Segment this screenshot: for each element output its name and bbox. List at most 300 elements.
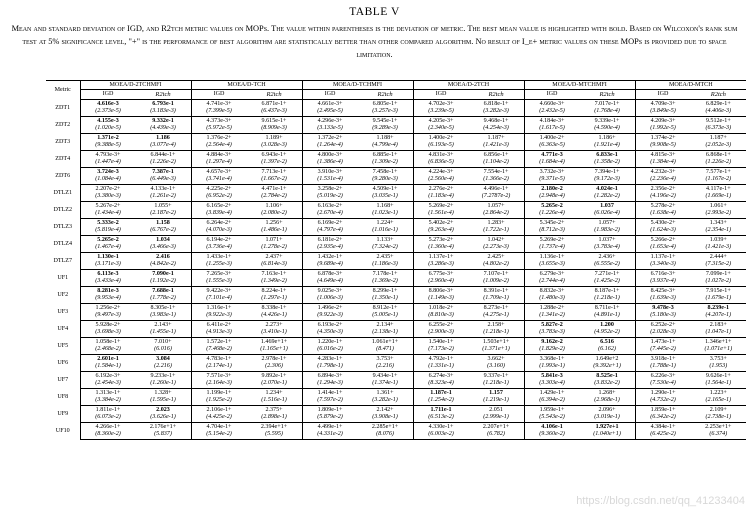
mean-cell: 1.283+ xyxy=(469,219,525,228)
mean-cell: 7.163e-1+ xyxy=(247,270,303,279)
std-cell: (2.236e-4) xyxy=(635,176,691,185)
std-cell: (2.948e-4) xyxy=(524,193,580,202)
mean-cell: 4.616e-3 xyxy=(97,101,119,107)
mean-cell: 4.800e-3+ xyxy=(317,152,343,158)
mean-cell: 8.806e-3+ xyxy=(428,288,454,294)
std-cell: (1.309e-2) xyxy=(358,159,414,168)
std-cell: (3.741e-4) xyxy=(191,176,247,185)
std-cell: (6.437e-3) xyxy=(247,108,303,117)
table-row-mean xyxy=(46,117,746,126)
mean-cell: 7.387e-1 xyxy=(136,168,192,177)
results-table-container xyxy=(46,80,746,440)
std-cell: (1.218e-1) xyxy=(580,295,636,304)
table-row-mean xyxy=(46,168,746,177)
mean-cell: 2.425+ xyxy=(469,253,525,262)
table-row-std xyxy=(46,414,746,423)
mean-cell: 2.051 xyxy=(469,406,525,415)
mean-cell: 4.657e-3+ xyxy=(206,169,232,175)
std-cell: (3.832e-2) xyxy=(580,380,636,389)
mean-cell: 6.279e-3+ xyxy=(539,271,565,277)
std-cell: (7.445e-2) xyxy=(635,346,691,355)
std-cell: (9.497e-3) xyxy=(80,312,136,321)
std-cell: (3.257e-3) xyxy=(358,108,414,117)
mean-cell: 1.473e-1+ xyxy=(650,339,676,345)
mean-cell: 1.496e-2+ xyxy=(317,305,343,311)
mean-cell: 1.469e+1+ xyxy=(247,338,303,347)
std-cell: (1.016e-1) xyxy=(358,227,414,236)
std-cell: (2.216) xyxy=(358,363,414,372)
std-cell: (1.374e-1) xyxy=(358,380,414,389)
std-cell: (2.864e-2) xyxy=(469,210,525,219)
mean-cell: 4.499e-1+ xyxy=(317,424,343,430)
mean-cell: 8.239e-1 xyxy=(707,305,730,311)
mean-cell: 4.373e-3+ xyxy=(206,118,232,124)
std-cell: (2.432e-5) xyxy=(524,108,580,117)
algorithm-header: MOEA/D-MTCHMFI xyxy=(524,81,635,90)
table-row-std xyxy=(46,329,746,338)
mean-cell: 1.042+ xyxy=(469,236,525,245)
std-cell: (7.2787e-2) xyxy=(469,193,525,202)
std-cell: (2.898e-1) xyxy=(247,414,303,423)
mean-cell: 4.106e-1 xyxy=(541,424,563,430)
mean-cell: 5.345e-2+ xyxy=(539,220,565,226)
std-cell: (5.019e-2) xyxy=(302,193,358,202)
problem-name: ZDT2 xyxy=(46,117,80,134)
std-cell: (1.638e-4) xyxy=(635,210,691,219)
std-cell: (2.354e-1) xyxy=(691,227,747,236)
mean-cell: 1.220e-1+ xyxy=(317,339,343,345)
mean-cell: 5.269e-2+ xyxy=(539,237,565,243)
std-cell: (1.829e-2) xyxy=(524,346,580,355)
table-row-mean xyxy=(46,219,746,228)
std-cell: (1.778e-2) xyxy=(136,295,192,304)
std-cell: (2.373e-5) xyxy=(80,108,136,117)
std-cell: (1.709e-1) xyxy=(469,295,525,304)
mean-cell: 1.187+ xyxy=(709,135,727,141)
std-cell: (2.070e-1) xyxy=(247,380,303,389)
std-cell: (4.802e-2) xyxy=(469,261,525,270)
mean-cell: 2.285e+1+ xyxy=(358,423,414,432)
std-cell: (8.810e-3) xyxy=(413,312,469,321)
mean-cell: 4.704e-1+ xyxy=(206,424,232,430)
std-cell: (2.174e-1) xyxy=(191,363,247,372)
table-row-std xyxy=(46,244,746,253)
mean-cell: 1.433e-1+ xyxy=(206,254,232,260)
std-cell: (1.384e-4) xyxy=(635,159,691,168)
std-cell: (4.425e-2) xyxy=(191,414,247,423)
std-cell: (8.076) xyxy=(358,431,414,440)
std-cell: (6.449e-3) xyxy=(136,176,192,185)
mean-cell: 8.187e-1+ xyxy=(580,287,636,296)
std-cell: (4.426e-1) xyxy=(247,312,303,321)
std-cell: (2.028e-3) xyxy=(635,329,691,338)
r2tch-subheader: R2tch xyxy=(469,90,525,100)
mean-cell: 7.394e-1+ xyxy=(580,168,636,177)
mean-cell: 7.265e-3+ xyxy=(206,271,232,277)
mean-cell: 1.316e-1+ xyxy=(206,305,232,311)
mean-cell: 1.959e-1+ xyxy=(539,407,565,413)
algorithm-header: MOEA/D-2TCH xyxy=(413,81,524,90)
std-cell: (1.679e-1) xyxy=(691,295,747,304)
watermark: https://blog.csdn.net/qq_41233404 xyxy=(576,495,745,507)
mean-cell: 6.943e-1+ xyxy=(247,151,303,160)
std-cell: (2.968e-1) xyxy=(580,397,636,406)
std-cell: (1.584e-1) xyxy=(80,363,136,372)
std-cell: (2.165e-1) xyxy=(691,397,747,406)
mean-cell: 1.328+ xyxy=(136,389,192,398)
std-cell: (1.798e-1) xyxy=(302,363,358,372)
std-cell: (1.023e-1) xyxy=(358,210,414,219)
mean-cell: 2.356e-2+ xyxy=(650,186,676,192)
mean-cell: 4.661e-3+ xyxy=(317,101,343,107)
std-cell: (4.590e-4) xyxy=(580,125,636,134)
std-cell: (2.993e-2) xyxy=(691,210,747,219)
mean-cell: 1.157 xyxy=(469,389,525,398)
mean-cell: 1.256+ xyxy=(247,219,303,228)
std-cell: (5.595) xyxy=(247,431,303,440)
std-cell: (5.879e-2) xyxy=(302,414,358,423)
std-cell: (6.016e-2) xyxy=(302,346,358,355)
mean-cell: 4.815e-3+ xyxy=(650,152,676,158)
mean-cell: 6.871e-1+ xyxy=(247,100,303,109)
mean-cell: 1.711e-1 xyxy=(430,407,452,413)
table-row-std xyxy=(46,176,746,185)
std-cell: (9.689e-4) xyxy=(302,261,358,270)
mean-cell: 8.299e-1+ xyxy=(358,287,414,296)
problem-name: ZDT1 xyxy=(46,100,80,117)
std-cell: (8.712e-3) xyxy=(524,227,580,236)
mean-cell: 1.158 xyxy=(136,219,192,228)
std-cell: (1.369e-2) xyxy=(358,278,414,287)
std-cell: (1.261e-2) xyxy=(136,193,192,202)
mean-cell: 1.372e-2+ xyxy=(317,135,343,141)
igd-subheader: IGD xyxy=(302,90,358,100)
std-cell: (1.992e-5) xyxy=(635,125,691,134)
mean-cell: 9.626e-1+ xyxy=(705,373,731,379)
mean-cell: 5.827e-2 xyxy=(541,322,563,328)
mean-cell: 8.832e-3+ xyxy=(539,288,565,294)
std-cell: (3.698e-3) xyxy=(80,329,136,338)
mean-cell: 2.416 xyxy=(136,253,192,262)
std-cell: (4.913e-3) xyxy=(191,329,247,338)
problem-name: UF5 xyxy=(46,338,80,355)
std-cell: (9.953e-4) xyxy=(80,295,136,304)
std-cell: (3.028e-3) xyxy=(247,142,303,151)
std-cell: (3.239e-5) xyxy=(413,108,469,117)
mean-cell: 6.716e-3+ xyxy=(650,271,676,277)
mean-cell: 6.274e-3+ xyxy=(428,373,454,379)
table-body xyxy=(46,100,746,440)
mean-cell: 6.894e-3+ xyxy=(317,373,343,379)
std-cell: (1.084e-4) xyxy=(80,176,136,185)
mean-cell: 5.402e-2+ xyxy=(428,220,454,226)
std-cell: (3.077e-4) xyxy=(136,142,192,151)
mean-cell: 9.545e-1+ xyxy=(358,117,414,126)
std-cell: (6.193e-5) xyxy=(413,142,469,151)
std-cell: (3.655e-3) xyxy=(524,261,580,270)
mean-cell: 7.713e-1+ xyxy=(247,168,303,177)
std-cell: (1.788e-1) xyxy=(635,363,691,372)
std-cell: (5.837) xyxy=(136,431,192,440)
std-cell: (1.516e-1) xyxy=(247,397,303,406)
std-cell: (2.744e-4) xyxy=(524,278,580,287)
table-head xyxy=(46,81,746,100)
table-row-mean xyxy=(46,304,746,313)
mean-cell: 5.333e-2 xyxy=(97,220,119,226)
std-cell: (2.960e-4) xyxy=(413,278,469,287)
std-cell: (7.315e-2) xyxy=(691,261,747,270)
algorithm-header-row xyxy=(46,81,746,90)
std-cell: (9.289e-3) xyxy=(358,125,414,134)
mean-cell: 1.187e-1 xyxy=(430,390,452,396)
std-cell: (1.218e-1) xyxy=(469,380,525,389)
mean-cell: 1.199e-1+ xyxy=(206,390,232,396)
mean-cell: 4.783e-1+ xyxy=(206,356,232,362)
problem-name: ZDT4 xyxy=(46,151,80,168)
std-cell: (1.684e-4) xyxy=(524,159,580,168)
std-cell: (4.350e-3) xyxy=(302,329,358,338)
mean-cell: 1.361+ xyxy=(358,389,414,398)
std-cell: (3.937e-4) xyxy=(635,278,691,287)
std-cell: (3.849e-5) xyxy=(635,108,691,117)
table-row-mean xyxy=(46,389,746,398)
mean-cell: 4.024e-1 xyxy=(580,185,636,194)
mean-cell: 9.339e-1+ xyxy=(580,117,636,126)
std-cell: (1.455e-1) xyxy=(136,329,192,338)
mean-cell: 1.346e+1+ xyxy=(705,339,732,345)
std-cell: (6.363e-5) xyxy=(524,142,580,151)
mean-cell: 6.775e-3+ xyxy=(428,271,454,277)
r2tch-subheader: R2tch xyxy=(580,90,636,100)
mean-cell: 1.540e-1+ xyxy=(428,339,454,345)
std-cell: (1.009e-2) xyxy=(469,278,525,287)
mean-cell: 1.055+ xyxy=(136,202,192,211)
std-cell: (9.922e-3) xyxy=(302,312,358,321)
mean-cell: 6.885e-1+ xyxy=(358,151,414,160)
mean-cell: 1.168+ xyxy=(358,202,414,211)
std-cell: (1.425e-2) xyxy=(580,278,636,287)
mean-cell: 2.444+ xyxy=(709,254,727,260)
mean-cell: 6.844e-1+ xyxy=(136,151,192,160)
mean-cell: 3.910e-3+ xyxy=(317,169,343,175)
algorithm-header: MOEA/D-MTCH xyxy=(635,81,746,90)
mean-cell: 1.186+ xyxy=(580,134,636,143)
std-cell: (1.397e-2) xyxy=(247,159,303,168)
std-cell: (6.425e-2) xyxy=(635,431,691,440)
mean-cell: 2.978e-1+ xyxy=(247,355,303,364)
igd-subheader: IGD xyxy=(191,90,247,100)
std-cell: (9.263e-4) xyxy=(413,227,469,236)
table-row-mean xyxy=(46,202,746,211)
std-cell: (1.667e-2) xyxy=(247,176,303,185)
mean-cell: 3.753+ xyxy=(709,356,727,362)
std-cell: (7.101e-4) xyxy=(191,295,247,304)
sub-header-row xyxy=(46,90,746,100)
std-cell: (1.047e-1) xyxy=(691,329,747,338)
mean-cell: 1.400e-2+ xyxy=(539,135,565,141)
std-cell: (1.165e+1) xyxy=(247,346,303,355)
table-title: TABLE V xyxy=(349,6,400,18)
problem-name: DTLZ4 xyxy=(46,236,80,253)
std-cell: (4.070e-3) xyxy=(191,227,247,236)
mean-cell: 6.163e-2+ xyxy=(317,203,343,209)
std-cell: (6.952e-2) xyxy=(191,193,247,202)
mean-cell: 4.117e-1+ xyxy=(705,186,731,192)
mean-cell: 3.084 xyxy=(136,355,192,364)
std-cell: (2.564e-4) xyxy=(191,142,247,151)
mean-cell: 6.252e-2+ xyxy=(650,322,676,328)
std-cell: (3.908e-1) xyxy=(358,414,414,423)
mean-cell: 2.253e+1+ xyxy=(705,424,732,430)
mean-cell: 8.281e-3 xyxy=(97,288,119,294)
std-cell: (1.617e-5) xyxy=(524,125,580,134)
mean-cell: 4.209e-3+ xyxy=(650,118,676,124)
std-cell: (9.388e-5) xyxy=(80,142,136,151)
mean-cell: 2.142+ xyxy=(358,406,414,415)
problem-name: UF9 xyxy=(46,406,80,423)
mean-cell: 2.143+ xyxy=(136,321,192,330)
table-row-std xyxy=(46,210,746,219)
table-row-std xyxy=(46,380,746,389)
std-cell: (1.486e-1) xyxy=(247,227,303,236)
mean-cell: 1.290e-1+ xyxy=(650,390,676,396)
mean-cell: 1.374e-2+ xyxy=(650,135,676,141)
mean-cell: 4.709e-3+ xyxy=(650,101,676,107)
mean-cell: 1.106+ xyxy=(247,202,303,211)
mean-cell: 8.305e-1+ xyxy=(136,304,192,313)
std-cell: (2.164e-3) xyxy=(191,380,247,389)
table-row-mean xyxy=(46,185,746,194)
std-cell: (2.738e-1) xyxy=(691,414,747,423)
std-cell: (3.410e-1) xyxy=(247,329,303,338)
std-cell: (3.466e-3) xyxy=(136,244,192,253)
mean-cell: 1.649e+2 xyxy=(580,355,636,364)
r2tch-subheader: R2tch xyxy=(691,90,747,100)
std-cell: (8.323e-4) xyxy=(413,380,469,389)
mean-cell: 2.601e-1 xyxy=(97,356,119,362)
mean-cell: 7.178e-1+ xyxy=(358,270,414,279)
mean-cell: 2.436+ xyxy=(580,253,636,262)
std-cell: (1.006e-3) xyxy=(302,295,358,304)
std-cell: (1.254e-2) xyxy=(413,397,469,406)
std-cell: (1.434e-4) xyxy=(80,210,136,219)
std-cell: (3.035e-1) xyxy=(358,193,414,202)
problem-name: UF7 xyxy=(46,372,80,389)
mean-cell: 4.741e-3+ xyxy=(206,101,232,107)
std-cell: (1.421e-3) xyxy=(469,142,525,151)
std-cell: (1.226e-2) xyxy=(136,159,192,168)
mean-cell: 8.224e-1+ xyxy=(247,287,303,296)
std-cell: (1.167e-2) xyxy=(691,176,747,185)
problem-name: DTLZ7 xyxy=(46,253,80,270)
std-cell: (1.260e-1) xyxy=(136,380,192,389)
std-cell: (3.133e-5) xyxy=(302,125,358,134)
mean-cell: 4.184e-3+ xyxy=(539,118,565,124)
mean-cell: 6.829e-1+ xyxy=(705,101,731,107)
std-cell: (6.394e-2) xyxy=(524,397,580,406)
std-cell: (2.273e-3) xyxy=(469,244,525,253)
problem-name: UF3 xyxy=(46,304,80,321)
std-cell: (6.782) xyxy=(469,431,525,440)
problem-name: UF8 xyxy=(46,389,80,406)
std-cell: (1.341e-2) xyxy=(524,312,580,321)
mean-cell: 1.223+ xyxy=(709,390,727,396)
std-cell: (2.560e-4) xyxy=(413,176,469,185)
std-cell: (7.399e-5) xyxy=(191,108,247,117)
std-cell: (4.799e-4) xyxy=(358,142,414,151)
mean-cell: 2.394e+1+ xyxy=(247,423,303,432)
mean-cell: 6.165e-2+ xyxy=(206,203,232,209)
problem-name: ZDT6 xyxy=(46,168,80,185)
mean-cell: 2.276e-2+ xyxy=(428,186,454,192)
mean-cell: 2.096+ xyxy=(580,406,636,415)
mean-cell: 5.430e-2+ xyxy=(650,220,676,226)
std-cell: (4.275e-1) xyxy=(469,312,525,321)
table-row-mean xyxy=(46,355,746,364)
mean-cell: 6.793e-1 xyxy=(136,100,192,109)
std-cell: (1.040e+1) xyxy=(580,431,636,440)
mean-cell: 9.468e-1+ xyxy=(469,117,525,126)
std-cell: (6.767e-2) xyxy=(136,227,192,236)
mean-cell: 6.226e-3+ xyxy=(650,373,676,379)
mean-cell: 1.288e-2+ xyxy=(539,305,565,311)
mean-cell: 1.809e-1+ xyxy=(317,407,343,413)
std-cell: (3.286e-3) xyxy=(413,261,469,270)
mean-cell: 1.189+ xyxy=(247,134,303,143)
std-cell: (5.819e-4) xyxy=(80,227,136,236)
mean-cell: 2.158+ xyxy=(469,321,525,330)
mean-cell: 9.892e-1+ xyxy=(247,372,303,381)
std-cell: (1.278e-2) xyxy=(247,244,303,253)
std-cell: (2.187e-2) xyxy=(136,210,192,219)
std-cell: (3.384e-2) xyxy=(80,397,136,406)
table-row-mean xyxy=(46,151,746,160)
igd-subheader: IGD xyxy=(413,90,469,100)
table-row-mean xyxy=(46,406,746,415)
mean-cell: 6.516 xyxy=(580,338,636,347)
mean-cell: 6.856e-1+ xyxy=(469,151,525,160)
std-cell: (4.254e-3) xyxy=(469,125,525,134)
mean-cell: 4.702e-3+ xyxy=(428,101,454,107)
std-cell: (2.999e-1) xyxy=(469,414,525,423)
table-row-std xyxy=(46,312,746,321)
std-cell: (4.406e-3) xyxy=(691,108,747,117)
mean-cell: 1.130e-1 xyxy=(97,254,119,260)
mean-cell: 2.273+ xyxy=(247,321,303,330)
mean-cell: 5.269e-2+ xyxy=(428,203,454,209)
std-cell: (6.555e-2) xyxy=(580,261,636,270)
std-cell: (6.003e-2) xyxy=(413,431,469,440)
std-cell: (1.639e-3) xyxy=(635,295,691,304)
table-row-std xyxy=(46,363,746,372)
std-cell: (2.080e-2) xyxy=(247,210,303,219)
mean-cell: 3.724e-3 xyxy=(97,169,119,175)
mean-cell: 1.137e-1+ xyxy=(428,254,454,260)
std-cell: (1.371e+1) xyxy=(469,346,525,355)
mean-cell: 1.018e-2+ xyxy=(428,305,454,311)
mean-cell: 1.034 xyxy=(136,236,192,245)
problem-name: ZDT3 xyxy=(46,134,80,151)
r2tch-subheader: R2tch xyxy=(358,90,414,100)
std-cell: (1.331e-1) xyxy=(413,363,469,372)
mean-cell: 1.224+ xyxy=(358,219,414,228)
mean-cell: 6.194e-2+ xyxy=(206,237,232,243)
table-row-std xyxy=(46,278,746,287)
mean-cell: 1.414e-1+ xyxy=(317,390,343,396)
mean-cell: 9.512e-1+ xyxy=(705,118,731,124)
mean-cell: 1.187+ xyxy=(469,134,525,143)
mean-cell: 2.134+ xyxy=(358,321,414,330)
